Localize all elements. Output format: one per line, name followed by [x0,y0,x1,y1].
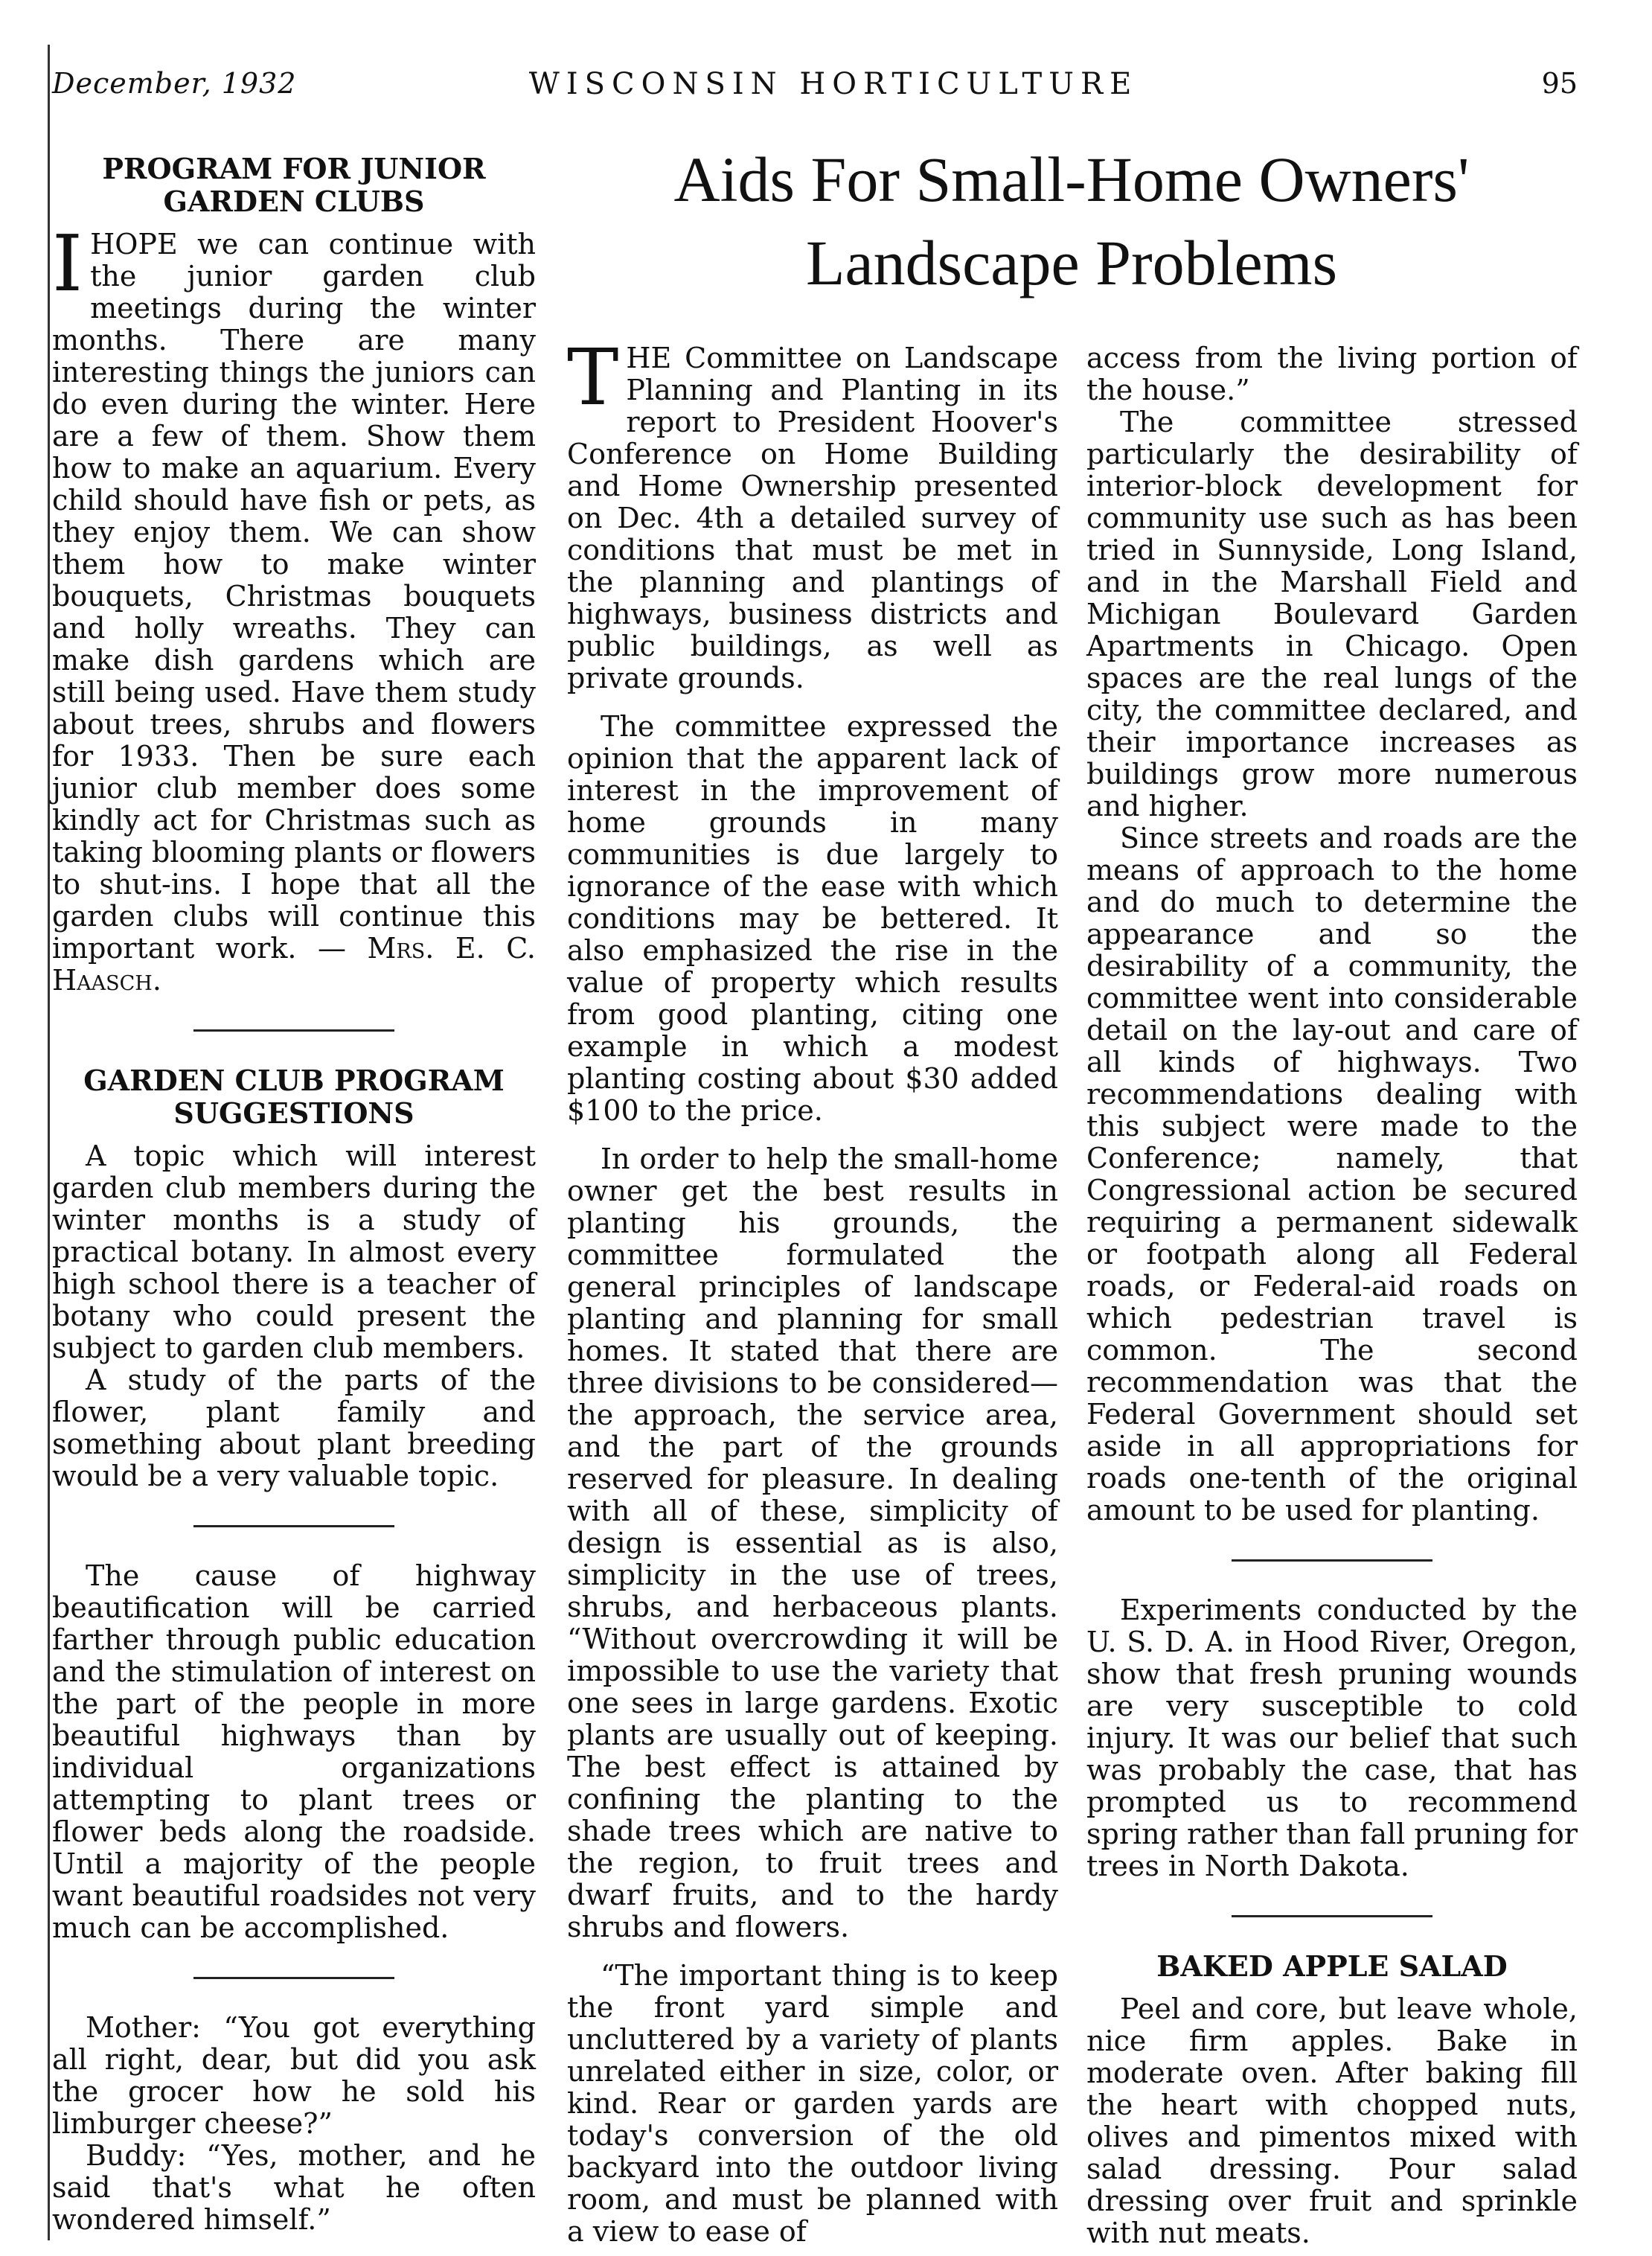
recipe-heading: BAKED APPLE SALAD [1156,1949,1508,1983]
article-dropcap: T [567,332,619,423]
page-number: 95 [1541,67,1578,100]
highway-paragraph: The cause of highway beautification will be carried farther through public education and the stimulation of interest on the part of the people in more beautiful highways than by individual organizations attempting to plant trees or flower beds along the roadside. Until a majority of the people want beautiful roadsides not very much can be accomplished. [52,1559,536,1944]
section-divider [1232,1559,1432,1562]
pruning-paragraph: Experiments conducted by the U. S. D. A. in Hood River, Oregon, show that fresh pruning wounds are very susceptible to cold injury. It was our belief that such was probably the case, that has prompted us to recommend spring rather than fall pruning for trees in North Dakota. [1086,1594,1578,1882]
section-divider [193,1525,394,1527]
suggestions-paragraph-2: A study of the parts of the flower, plant family and something about plant breeding would be a very valuable topic. [52,1364,536,1492]
program-text: HOPE we can continue with the junior garden club meetings during the winter months. There are many interesting things the juniors can do even during the winter. Here are a few of them. Show them how to make an aquarium. Every child should have fish or pets, as they enjoy them. We can show them how to make winter bouquets, Christmas bouquets and holly wreaths. They can make dish gardens which are still being used. Have them study about trees, shrubs and flowers for 1933. Then be sure each junior club member does some kindly act for Christmas such as taking blooming plants or flowers to shut-ins. I hope that all the garden clubs will continue this important work. — [52,228,536,965]
article-paragraph-1-text: HE Committee on Landscape Planning and Planting in its report to President Hoover's Conference on Home Building and Home Ownership presented on Dec. 4th a detailed survey of conditions that must be met in the planning and plantings of highways, business districts and public buildings, as well as private grounds. [567,342,1058,694]
left-column [52,153,536,2236]
article-continued-paragraph-1: access from the living portion of the house.” [1086,342,1578,406]
issue-date: December, 1932 [52,67,297,100]
program-signature: Mrs. E. C. Haasch. [52,932,536,997]
publication-title: WISCONSIN HORTICULTURE [528,67,1139,101]
section-divider [193,1029,394,1032]
joke-line-mother: Mother: “You got everything all right, dear, but did you ask the grocer how he sold his limburger cheese?” [52,2011,536,2140]
right-column [1086,342,1578,2249]
article-paragraph-1 [567,332,1058,694]
program-dropcap: I [52,218,83,309]
suggestions-paragraph-1: A topic which will interest garden club members during the winter months is a study of practical botany. In almost every high school there is a teacher of botany who could present the subject to garden club members. [52,1140,536,1364]
program-heading: PROGRAM FOR JUNIOR GARDEN CLUBS [102,152,486,218]
article-headline: Aids For Small-Home Owners' Landscape Problems [673,144,1470,298]
program-body [52,218,536,997]
section-divider [1232,1915,1432,1917]
article-continued-paragraph-3: Since streets and roads are the means of approach to the home and do much to determine the appearance and so the desirability of a community, the committee went into considerable detail on the lay-out and care of all kinds of highways. Two recommendations dealing with this subject were made to the Conference; namely, that Congressional action be secured requiring a permanent sidewalk or footpath along all Federal roads, or Federal-aid roads on which pedestrian travel is common. The second recommendation was that the Federal Government should set aside in all appropriations for roads one-tenth of the original amount to be used for planting. [1086,822,1578,1527]
recipe-paragraph: Peel and core, but leave whole, nice firm apples. Bake in moderate oven. After baking fill the heart with chopped nuts, olives and pimentos mixed with salad dressing. Pour salad dressing over fruit and sprinkle with nut meats. [1086,1993,1578,2249]
suggestions-heading: GARDEN CLUB PROGRAM SUGGESTIONS [83,1064,505,1130]
joke-line-buddy: Buddy: “Yes, mother, and he said that's what he often wondered himself.” [52,2139,536,2236]
page-edge-rule [48,45,50,2240]
article-paragraph-2: The committee expressed the opinion that the apparent lack of interest in the improvement of home grounds in many communities is due largely to ignorance of the ease with which conditions may be bettered. It also emphasized the rise in the value of property which results from good planting, citing one example in which a modest planting costing about $30 added $100 to the price. [567,710,1058,1127]
section-divider [193,1977,394,1979]
article-paragraph-3: In order to help the small-home owner get the best results in planting his grounds, the committee formulated the general principles of landscape planting and planning for small homes. It stated that there are three divisions to be considered—the approach, the service area, and the part of the grounds reserved for pleasure. In dealing with all of these, simplicity of design is essential as is also, simplicity in the use of trees, shrubs, and herbaceous plants. “Without overcrowding it will be impossible to use the variety that one sees in large gardens. Exotic plants are usually out of keeping. The best effect is attained by confining the planting to the shade trees which are native to the region, to fruit trees and dwarf fruits, and to the hardy shrubs and flowers. [567,1143,1058,1943]
running-header [52,67,1578,119]
article-paragraph-4: “The important thing is to keep the front yard simple and uncluttered by a variety of plants unrelated either in size, color, or kind. Rear or garden yards are today's conversion of the old backyard into the outdoor living room, and must be planned with a view to ease of [567,1959,1058,2248]
article-continued-paragraph-2: The committee stressed particularly the desirability of interior-block development for community use such as has been tried in Sunnyside, Long Island, and in the Marshall Field and Michigan Boulevard Garden Apartments in Chicago. Open spaces are the real lungs of the city, the committee declared, and their importance increases as buildings grow more numerous and higher. [1086,406,1578,822]
middle-column [567,332,1058,2248]
